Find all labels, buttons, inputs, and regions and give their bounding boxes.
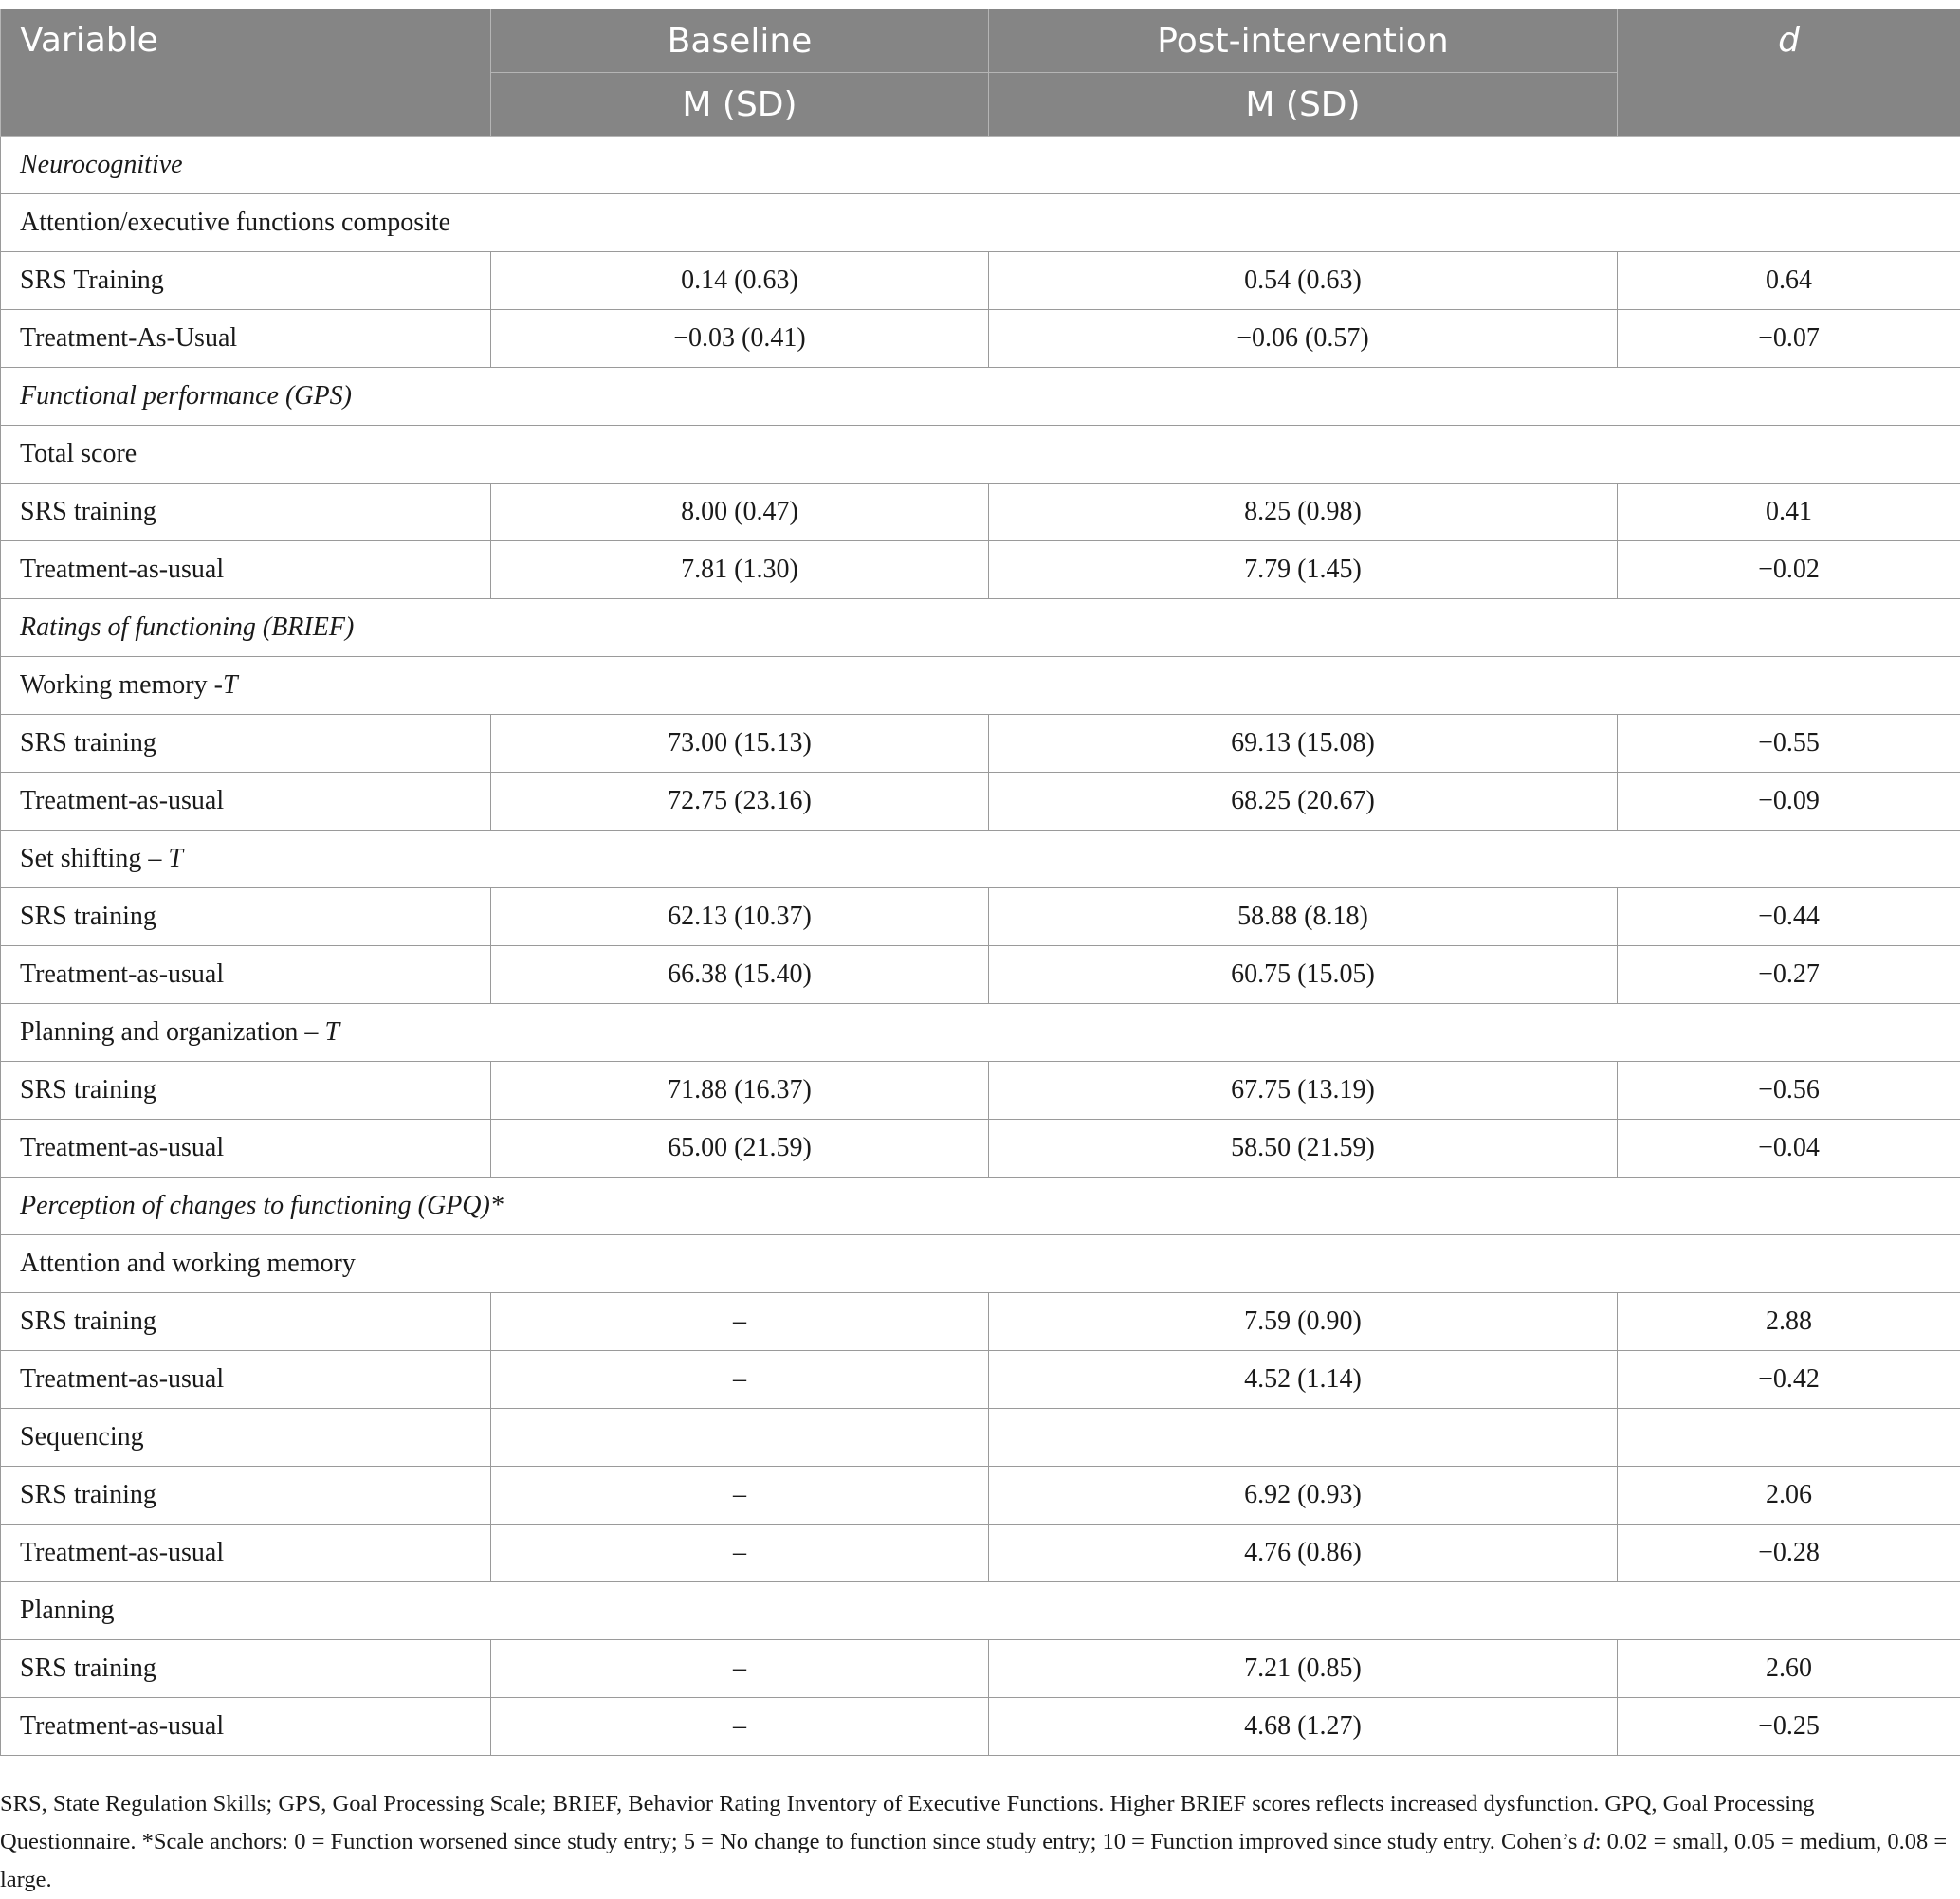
group-label-text: Sequencing xyxy=(20,1422,144,1452)
effect-size-value: −0.28 xyxy=(1618,1525,1960,1582)
group-label-text: Working memory - xyxy=(20,670,223,700)
effect-size-value: 2.60 xyxy=(1618,1640,1960,1698)
baseline-value: 72.75 (23.16) xyxy=(491,773,989,831)
row-group-name: Treatment-as-usual xyxy=(1,773,491,831)
group-row xyxy=(1,1582,1960,1640)
footnote-text-2: : 0.02 = small, 0.05 = medium, 0.08 = large. xyxy=(0,1829,1948,1892)
row-group-name: Treatment-as-usual xyxy=(1,1698,491,1756)
effect-size-value: −0.25 xyxy=(1618,1698,1960,1756)
row-group-name: SRS training xyxy=(1,484,491,541)
group-label-text: Planning and organization – xyxy=(20,1017,325,1047)
table-row xyxy=(1,715,1960,773)
empty-cell xyxy=(989,1409,1618,1467)
baseline-value: – xyxy=(491,1351,989,1409)
group-label xyxy=(1,194,1960,252)
baseline-value: – xyxy=(491,1698,989,1756)
baseline-value: – xyxy=(491,1293,989,1351)
results-table xyxy=(0,9,1960,1756)
row-group-name: Treatment-as-usual xyxy=(1,541,491,599)
post-value: −0.06 (0.57) xyxy=(989,310,1618,368)
table-row xyxy=(1,1640,1960,1698)
table-header xyxy=(1,9,1960,137)
row-group-name: Treatment-as-usual xyxy=(1,1351,491,1409)
group-label xyxy=(1,1004,1960,1062)
baseline-value: 73.00 (15.13) xyxy=(491,715,989,773)
table-footnote xyxy=(0,1785,1953,1899)
table-row xyxy=(1,1525,1960,1582)
baseline-value: 66.38 (15.40) xyxy=(491,946,989,1004)
baseline-value: 71.88 (16.37) xyxy=(491,1062,989,1120)
post-value: 8.25 (0.98) xyxy=(989,484,1618,541)
baseline-value: 65.00 (21.59) xyxy=(491,1120,989,1178)
table-row xyxy=(1,1293,1960,1351)
post-value: 68.25 (20.67) xyxy=(989,773,1618,831)
section-title: Perception of changes to functioning (GPQ)* xyxy=(1,1178,1960,1235)
table-row xyxy=(1,1467,1960,1525)
row-group-name: Treatment-as-usual xyxy=(1,1120,491,1178)
baseline-value: −0.03 (0.41) xyxy=(491,310,989,368)
effect-size-value: 2.06 xyxy=(1618,1467,1960,1525)
header-variable: Variable xyxy=(1,9,491,137)
row-group-name: Treatment-as-usual xyxy=(1,946,491,1004)
effect-size-value: 0.41 xyxy=(1618,484,1960,541)
group-label xyxy=(1,1235,1960,1293)
group-row xyxy=(1,831,1960,888)
effect-size-value: 0.64 xyxy=(1618,252,1960,310)
post-value: 58.88 (8.18) xyxy=(989,888,1618,946)
post-value: 58.50 (21.59) xyxy=(989,1120,1618,1178)
group-label-suffix: T xyxy=(222,670,238,700)
effect-size-value: −0.44 xyxy=(1618,888,1960,946)
empty-cell xyxy=(491,1409,989,1467)
table-row xyxy=(1,773,1960,831)
effect-size-value: −0.56 xyxy=(1618,1062,1960,1120)
header-effect-size-d: d xyxy=(1618,9,1960,137)
post-value: 67.75 (13.19) xyxy=(989,1062,1618,1120)
header-baseline: Baseline xyxy=(491,9,989,73)
footnote-text-1: SRS, State Regulation Skills; GPS, Goal Processing Scale; BRIEF, Behavior Rating Inventory of Executive Functions. Higher BRIEF scores reflects increased dysfunction. GPQ, Goal Processing Questionnaire. *Scale anchors: 0 = Function worsened since study entry; 5 = No change to function since study entry; 10 = Function improved since study entry. Cohen’s xyxy=(0,1791,1815,1854)
post-value: 60.75 (15.05) xyxy=(989,946,1618,1004)
group-row xyxy=(1,426,1960,484)
effect-size-value: −0.55 xyxy=(1618,715,1960,773)
post-value: 0.54 (0.63) xyxy=(989,252,1618,310)
section-row xyxy=(1,1178,1960,1235)
table-row xyxy=(1,1351,1960,1409)
row-group-name: Treatment-as-usual xyxy=(1,1525,491,1582)
group-label xyxy=(1,1582,1960,1640)
effect-size-value: −0.07 xyxy=(1618,310,1960,368)
row-group-name: SRS training xyxy=(1,1640,491,1698)
row-group-name: SRS training xyxy=(1,1293,491,1351)
table-row xyxy=(1,946,1960,1004)
baseline-value: – xyxy=(491,1640,989,1698)
group-row xyxy=(1,657,1960,715)
post-value: 4.52 (1.14) xyxy=(989,1351,1618,1409)
group-label xyxy=(1,1409,491,1467)
post-value: 7.59 (0.90) xyxy=(989,1293,1618,1351)
group-label-suffix: T xyxy=(168,844,183,873)
table-row xyxy=(1,1698,1960,1756)
post-value: 4.76 (0.86) xyxy=(989,1525,1618,1582)
group-label-text: Planning xyxy=(20,1596,115,1625)
effect-size-value: −0.27 xyxy=(1618,946,1960,1004)
group-label xyxy=(1,657,1960,715)
section-title: Ratings of functioning (BRIEF) xyxy=(1,599,1960,657)
post-value: 6.92 (0.93) xyxy=(989,1467,1618,1525)
header-post-msd: M (SD) xyxy=(989,73,1618,137)
effect-size-value: −0.02 xyxy=(1618,541,1960,599)
baseline-value: 0.14 (0.63) xyxy=(491,252,989,310)
section-row xyxy=(1,368,1960,426)
table-row xyxy=(1,252,1960,310)
group-row xyxy=(1,1235,1960,1293)
group-label-text: Set shifting – xyxy=(20,844,169,873)
group-label-suffix: T xyxy=(324,1017,340,1047)
table-row xyxy=(1,541,1960,599)
post-value: 7.21 (0.85) xyxy=(989,1640,1618,1698)
effect-size-value: −0.09 xyxy=(1618,773,1960,831)
group-label-text: Total score xyxy=(20,439,137,468)
baseline-value: – xyxy=(491,1525,989,1582)
table-row xyxy=(1,310,1960,368)
section-title: Functional performance (GPS) xyxy=(1,368,1960,426)
table-row xyxy=(1,1120,1960,1178)
table-row xyxy=(1,1062,1960,1120)
row-group-name: SRS training xyxy=(1,888,491,946)
row-group-name: SRS training xyxy=(1,715,491,773)
baseline-value: – xyxy=(491,1467,989,1525)
post-value: 69.13 (15.08) xyxy=(989,715,1618,773)
post-value: 4.68 (1.27) xyxy=(989,1698,1618,1756)
header-baseline-msd: M (SD) xyxy=(491,73,989,137)
baseline-value: 7.81 (1.30) xyxy=(491,541,989,599)
effect-size-value: 2.88 xyxy=(1618,1293,1960,1351)
row-group-name: SRS training xyxy=(1,1467,491,1525)
row-group-name: Treatment-As-Usual xyxy=(1,310,491,368)
table-row xyxy=(1,888,1960,946)
group-label-text: Attention and working memory xyxy=(20,1249,356,1278)
baseline-value: 62.13 (10.37) xyxy=(491,888,989,946)
group-row xyxy=(1,1004,1960,1062)
section-row xyxy=(1,599,1960,657)
row-group-name: SRS Training xyxy=(1,252,491,310)
group-label xyxy=(1,831,1960,888)
table-body xyxy=(1,137,1960,1756)
group-row xyxy=(1,194,1960,252)
post-value: 7.79 (1.45) xyxy=(989,541,1618,599)
row-group-name: SRS training xyxy=(1,1062,491,1120)
group-label xyxy=(1,426,1960,484)
baseline-value: 8.00 (0.47) xyxy=(491,484,989,541)
section-row xyxy=(1,137,1960,194)
table-row xyxy=(1,484,1960,541)
group-label-text: Attention/executive functions composite xyxy=(20,208,451,237)
group-row xyxy=(1,1409,1960,1467)
section-title: Neurocognitive xyxy=(1,137,1960,194)
empty-cell xyxy=(1618,1409,1960,1467)
effect-size-value: −0.04 xyxy=(1618,1120,1960,1178)
footnote-cohens-d: d xyxy=(1583,1829,1595,1854)
effect-size-value: −0.42 xyxy=(1618,1351,1960,1409)
header-post-intervention: Post-intervention xyxy=(989,9,1618,73)
